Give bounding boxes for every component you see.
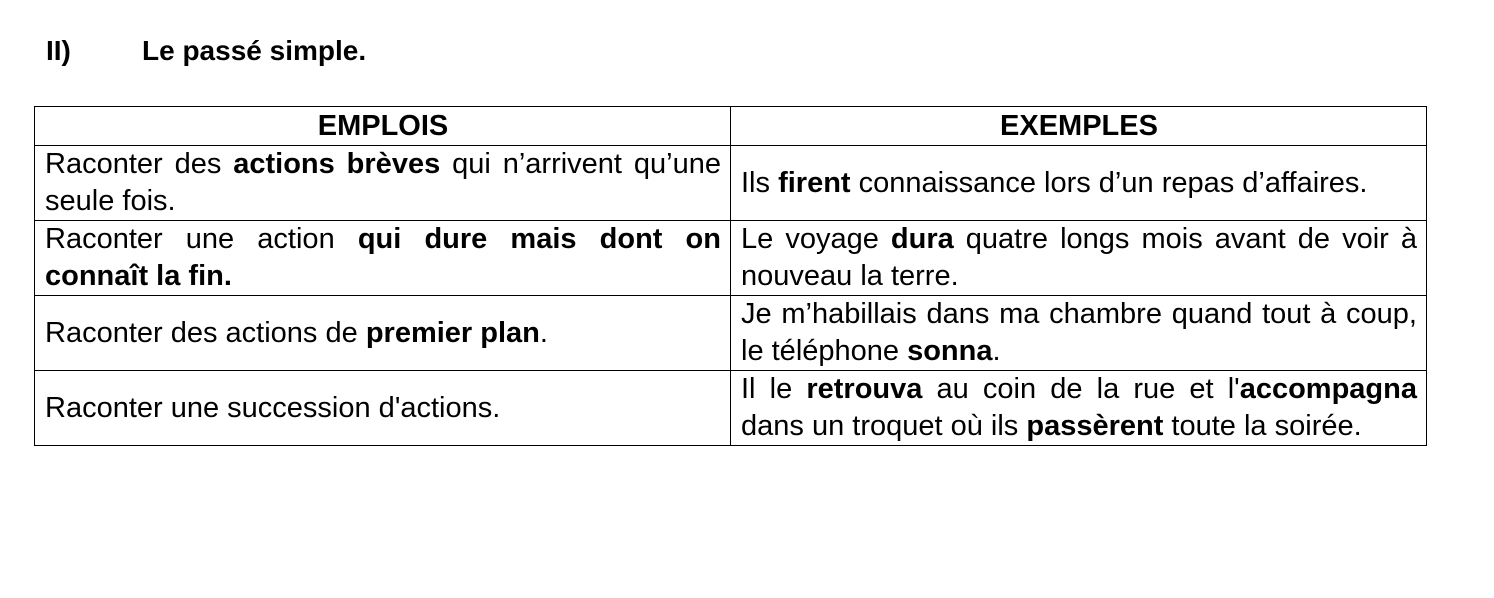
column-header-exemples: EXEMPLES — [731, 107, 1427, 146]
text: qui n’arrivent qu’une seule fois. — [45, 148, 721, 217]
exemple-cell — [731, 371, 1427, 446]
table-header-row — [35, 107, 1427, 146]
text: Raconter une action — [45, 223, 358, 255]
emploi-cell — [35, 221, 731, 296]
bold-text: actions brèves — [233, 148, 441, 180]
text: toute la soirée. — [1163, 410, 1362, 442]
text: dans un troquet où ils — [741, 410, 1027, 442]
text: connaissance lors d’un repas d’affaires. — [850, 166, 1368, 199]
emploi-cell — [35, 296, 731, 371]
emploi-cell — [35, 371, 731, 446]
text: au coin de la rue et l' — [922, 373, 1240, 405]
text: . — [992, 335, 1001, 367]
column-header-emplois: EMPLOIS — [35, 107, 731, 146]
bold-text: passèrent — [1026, 410, 1164, 442]
passe-simple-table — [34, 106, 1427, 446]
section-title: Le passé simple. — [142, 35, 367, 66]
exemple-cell — [731, 296, 1427, 371]
exemple-cell — [731, 221, 1427, 296]
table-row — [35, 371, 1427, 446]
text: Il le — [741, 373, 807, 405]
text: Raconter des — [45, 148, 234, 180]
section-number: II) — [46, 35, 71, 66]
bold-text: dura — [890, 223, 954, 255]
section-heading — [46, 33, 366, 69]
text: Le voyage — [741, 223, 891, 255]
bold-text: firent — [778, 166, 851, 199]
text: Ils — [741, 166, 779, 199]
exemple-cell — [731, 146, 1427, 221]
text: Raconter des actions de — [45, 316, 366, 349]
text: Je m’habillais dans ma chambre quand tout à coup, le téléphone — [741, 298, 1417, 367]
bold-text: premier plan — [365, 316, 540, 349]
table-row — [35, 296, 1427, 371]
emploi-cell — [35, 146, 731, 221]
table-row — [35, 146, 1427, 221]
bold-text: accompagna — [1239, 373, 1417, 405]
text: . — [539, 316, 548, 349]
table-row — [35, 221, 1427, 296]
text: quatre longs mois avant de voir à nouveau la terre. — [741, 223, 1417, 292]
bold-text: qui dure mais dont on connaît la fin. — [45, 223, 721, 292]
bold-text: retrouva — [806, 373, 923, 405]
text: Raconter une succession d'actions. — [45, 391, 501, 424]
bold-text: sonna — [907, 335, 993, 367]
